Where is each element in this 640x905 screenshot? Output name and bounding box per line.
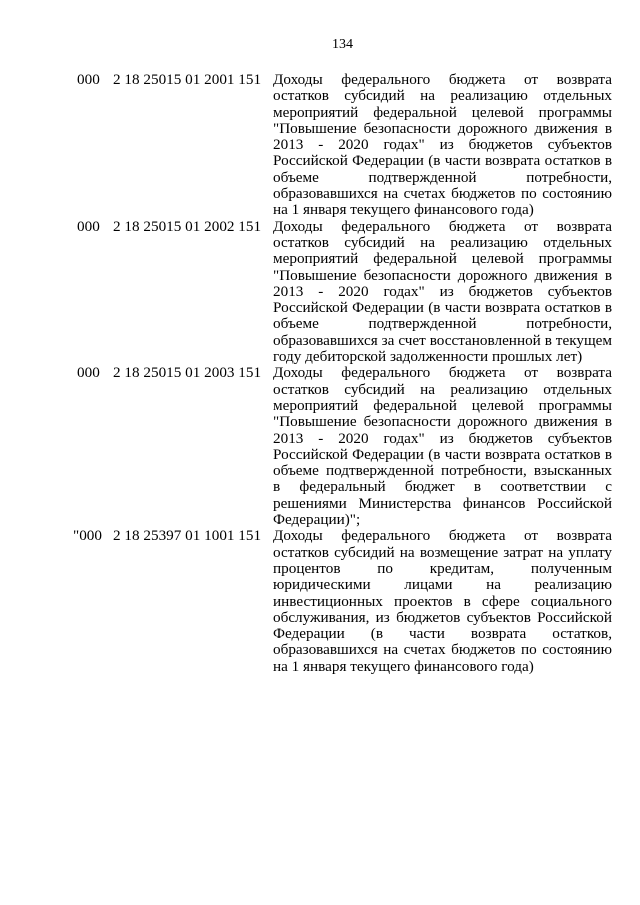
income-description: Доходы федерального бюджета от возврата остатков субсидий на реализацию отдельных мероприятий федеральной целевой программы "Повышение безопасности дорожного движения в 2013 - 2020 годах" из бюджетов субъектов Российской Федерации (в части возврата остатков в объеме подтвержденной потребности, взысканных в федеральный бюджет в соответствии с решениями Министерства финансов Российской Федерации)"; [273, 364, 612, 529]
income-description: Доходы федерального бюджета от возврата остатков субсидий на реализацию отдельных мероприятий федеральной целевой программы "Повышение безопасности дорожного движения в 2013 - 2020 годах" из бюджетов субъектов Российской Федерации (в части возврата остатков в объеме подтвержденной потребности, образовавшихся за счет восстановленной в текущем году дебиторской задолженности прошлых лет) [273, 217, 612, 366]
table-row [0, 72, 640, 219]
table-row [0, 528, 640, 675]
table-row [0, 219, 640, 366]
admin-code: 000 [77, 71, 100, 88]
admin-code: "000 [73, 527, 102, 545]
table-row [0, 365, 640, 528]
budget-classification-code: 2 18 25015 01 2001 151 [113, 71, 262, 88]
budget-classification-code: 2 18 25015 01 2003 151 [113, 364, 262, 382]
budget-classification-code: 2 18 25015 01 2002 151 [113, 217, 262, 235]
budget-code-table [0, 72, 640, 675]
admin-code: 000 [77, 364, 100, 382]
budget-classification-code: 2 18 25397 01 1001 151 [113, 527, 262, 545]
income-description: Доходы федерального бюджета от возврата остатков субсидий на возмещение затрат на уплату процентов по кредитам, полученным юридическими лицами на реализацию инвестиционных проектов в сфере социального обслуживания, из бюджетов субъектов Российской Федерации (в части возврата остатков, образовавшихся на счетах бюджетов по состоянию на 1 января текущего финансового года) [273, 527, 612, 675]
admin-code: 000 [77, 217, 100, 235]
income-description: Доходы федерального бюджета от возврата остатков субсидий на реализацию отдельных мероприятий федеральной целевой программы "Повышение безопасности дорожного движения в 2013 - 2020 годах" из бюджетов субъектов Российской Федерации (в части возврата остатков в объеме подтвержденной потребности, образовавшихся на счетах бюджетов по состоянию на 1 января текущего финансового года) [273, 71, 612, 219]
page-number: 134 [332, 37, 353, 52]
